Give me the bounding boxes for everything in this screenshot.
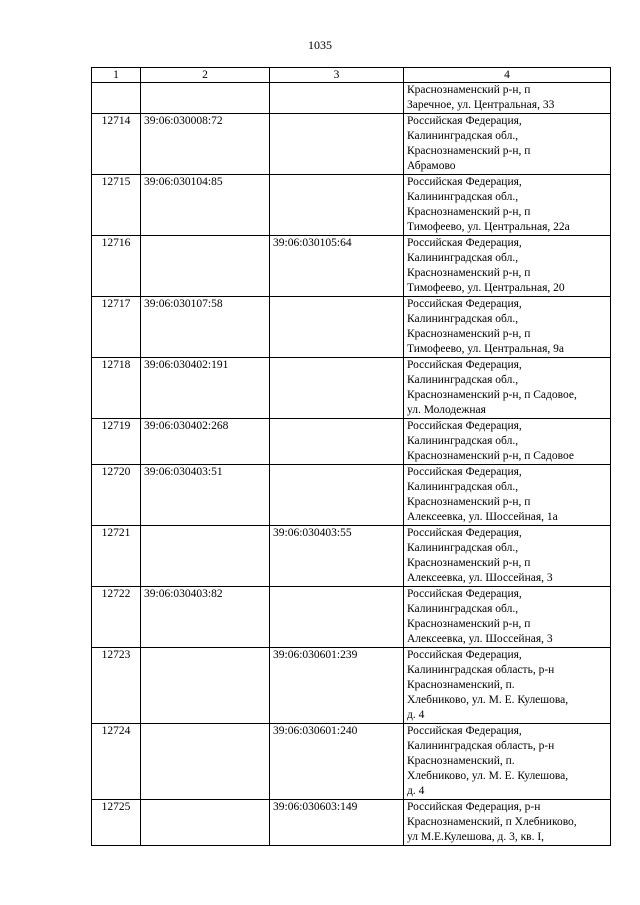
table-row <box>92 526 611 587</box>
address-cell: Российская Федерация, Калининградская область, р-н Краснознаменский, п. Хлебниково, ул. М. Е. Кулешова, д. 4 <box>404 648 611 724</box>
cadastral-number-alt-cell: 39:06:030105:64 <box>270 236 404 297</box>
cadastral-number-cell: 39:06:030403:51 <box>141 465 270 526</box>
table-row <box>92 724 611 800</box>
page-number: 1035 <box>308 38 332 52</box>
column-header-4: 4 <box>404 68 611 83</box>
address-cell: Российская Федерация, Калининградская обл., Краснознаменский р-н, п Тимофеево, ул. Центральная, 20 <box>404 236 611 297</box>
table-row <box>92 587 611 648</box>
column-header-3: 3 <box>270 68 404 83</box>
table-row <box>92 648 611 724</box>
address-cell: Российская Федерация, Калининградская обл., Краснознаменский р-н, п Тимофеево, ул. Центральная, 9а <box>404 297 611 358</box>
table-row <box>92 297 611 358</box>
cadastral-number-alt-cell <box>270 83 404 114</box>
cadastral-number-cell <box>141 724 270 800</box>
address-cell: Российская Федерация, р-н Краснознаменский, п Хлебниково, ул М.Е.Кулешова, д. 3, кв. I, <box>404 800 611 846</box>
address-cell: Российская Федерация, Калининградская обл., Краснознаменский р-н, п Садовое, ул. Молодежная <box>404 358 611 419</box>
record-number-cell: 12714 <box>92 114 141 175</box>
address-cell: Российская Федерация, Калининградская обл., Краснознаменский р-н, п Алексеевка, ул. Шоссейная, 3 <box>404 526 611 587</box>
address-cell: Российская Федерация, Калининградская обл., Краснознаменский р-н, п Садовое <box>404 419 611 465</box>
cadastral-number-cell: 39:06:030403:82 <box>141 587 270 648</box>
cadastral-number-cell <box>141 648 270 724</box>
address-cell: Российская Федерация, Калининградская обл., Краснознаменский р-н, п Абрамово <box>404 114 611 175</box>
cadastral-number-alt-cell <box>270 358 404 419</box>
record-number-cell: 12722 <box>92 587 141 648</box>
table-row <box>92 236 611 297</box>
record-number-cell <box>92 83 141 114</box>
record-number-cell: 12718 <box>92 358 141 419</box>
cadastral-number-alt-cell: 39:06:030403:55 <box>270 526 404 587</box>
table-header-row <box>92 68 611 83</box>
cadastral-number-alt-cell <box>270 297 404 358</box>
record-number-cell: 12719 <box>92 419 141 465</box>
cadastral-number-cell: 39:06:030008:72 <box>141 114 270 175</box>
table-row <box>92 114 611 175</box>
cadastral-number-cell <box>141 83 270 114</box>
cadastral-number-cell: 39:06:030402:268 <box>141 419 270 465</box>
cadastral-number-alt-cell <box>270 175 404 236</box>
cadastral-number-cell <box>141 526 270 587</box>
record-number-cell: 12716 <box>92 236 141 297</box>
address-cell: Российская Федерация, Калининградская обл., Краснознаменский р-н, п Тимофеево, ул. Центральная, 22а <box>404 175 611 236</box>
cadastral-number-cell: 39:06:030104:85 <box>141 175 270 236</box>
table-row <box>92 419 611 465</box>
column-header-2: 2 <box>141 68 270 83</box>
cadastral-number-alt-cell: 39:06:030601:240 <box>270 724 404 800</box>
registry-table <box>91 67 611 846</box>
address-cell: Краснознаменский р-н, п Заречное, ул. Центральная, 33 <box>404 83 611 114</box>
address-cell: Российская Федерация, Калининградская обл., Краснознаменский р-н, п Алексеевка, ул. Шоссейная, 3 <box>404 587 611 648</box>
cadastral-number-alt-cell: 39:06:030601:239 <box>270 648 404 724</box>
cadastral-number-cell <box>141 800 270 846</box>
record-number-cell: 12725 <box>92 800 141 846</box>
cadastral-number-alt-cell <box>270 465 404 526</box>
table-row <box>92 175 611 236</box>
table-body <box>92 83 611 846</box>
record-number-cell: 12717 <box>92 297 141 358</box>
table-row <box>92 465 611 526</box>
cadastral-number-alt-cell <box>270 114 404 175</box>
column-header-1: 1 <box>92 68 141 83</box>
cadastral-number-cell: 39:06:030107:58 <box>141 297 270 358</box>
address-cell: Российская Федерация, Калининградская обл., Краснознаменский р-н, п Алексеевка, ул. Шоссейная, 1а <box>404 465 611 526</box>
cadastral-number-alt-cell <box>270 587 404 648</box>
address-cell: Российская Федерация, Калининградская область, р-н Краснознаменский, п. Хлебниково, ул. М. Е. Кулешова, д. 4 <box>404 724 611 800</box>
cadastral-number-cell: 39:06:030402:191 <box>141 358 270 419</box>
table-row <box>92 83 611 114</box>
table-row <box>92 358 611 419</box>
record-number-cell: 12724 <box>92 724 141 800</box>
record-number-cell: 12715 <box>92 175 141 236</box>
cadastral-number-cell <box>141 236 270 297</box>
record-number-cell: 12723 <box>92 648 141 724</box>
cadastral-number-alt-cell: 39:06:030603:149 <box>270 800 404 846</box>
record-number-cell: 12721 <box>92 526 141 587</box>
record-number-cell: 12720 <box>92 465 141 526</box>
cadastral-number-alt-cell <box>270 419 404 465</box>
table-row <box>92 800 611 846</box>
